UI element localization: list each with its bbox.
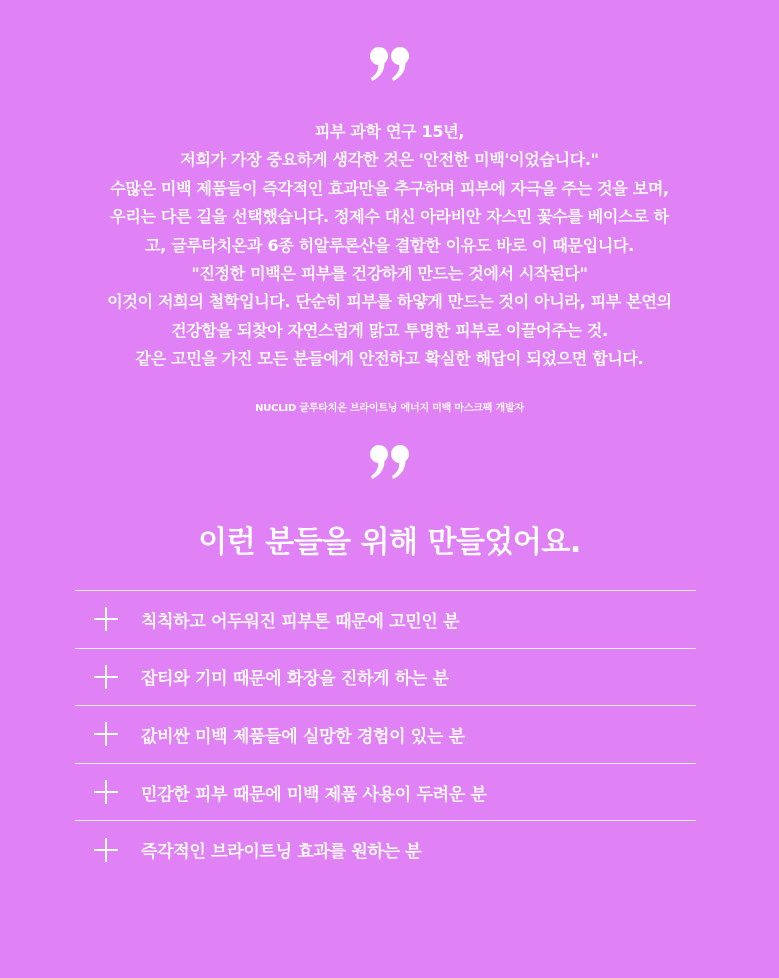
plus-icon [75, 721, 137, 747]
quote-line: "진정한 미백은 피부를 건강하게 만드는 것에서 시작된다" [191, 264, 588, 284]
quote-line: 피부 과학 연구 15년, [314, 122, 465, 141]
quotation-mark-icon [0, 45, 779, 83]
plus-icon [75, 779, 137, 805]
plus-icon [75, 664, 137, 690]
quotation-mark-icon [0, 443, 779, 481]
quote-line: 수많은 미백 제품들이 즉각적인 효과만을 추구하며 피부에 자극을 주는 것을 보며, [110, 178, 669, 198]
quote-line: 같은 고민을 가진 모든 분들에게 안전하고 확실한 해답이 되었으면 합니다. [135, 349, 644, 369]
list-item [75, 820, 696, 878]
target-customer-list [75, 590, 696, 878]
quote-signature: NUCLID 글루타치온 브라이트닝 에너지 미백 마스크팩 개발자 [255, 403, 524, 414]
list-item-label: 민감한 피부 때문에 미백 제품 사용이 두려운 분 [141, 784, 487, 805]
quote-line: 건강함을 되찾아 자연스럽게 맑고 투명한 피부로 이끌어주는 것. [171, 320, 608, 340]
section-headline: 이런 분들을 위해 만들었어요. [198, 525, 581, 560]
founder-quote [30, 118, 749, 374]
list-item [75, 705, 696, 763]
list-item-label: 값비싼 미백 제품들에 실망한 경험이 있는 분 [141, 726, 465, 747]
quote-line: 저희가 가장 중요하게 생각한 것은 '안전한 미백'이었습니다." [180, 150, 599, 170]
quote-line: 고, 글루타치온과 6종 히알루론산을 결합한 이유도 바로 이 때문입니다. [145, 235, 634, 255]
quote-line: 우리는 다른 길을 선택했습니다. 정제수 대신 아라비안 자스민 꽃수를 베이스로 하 [110, 207, 669, 227]
plus-icon [75, 606, 137, 632]
list-item [75, 590, 696, 648]
list-item-label: 즉각적인 브라이트닝 효과를 원하는 분 [141, 842, 422, 863]
plus-icon [75, 837, 137, 863]
list-item-label: 칙칙하고 어두워진 피부톤 때문에 고민인 분 [141, 611, 460, 632]
list-item-label: 잡티와 기미 때문에 화장을 진하게 하는 분 [141, 669, 449, 690]
quote-line: 이것이 저희의 철학입니다. 단순히 피부를 하얗게 만드는 것이 아니라, 피부 본연의 [107, 292, 672, 312]
list-item [75, 763, 696, 821]
list-item [75, 648, 696, 706]
